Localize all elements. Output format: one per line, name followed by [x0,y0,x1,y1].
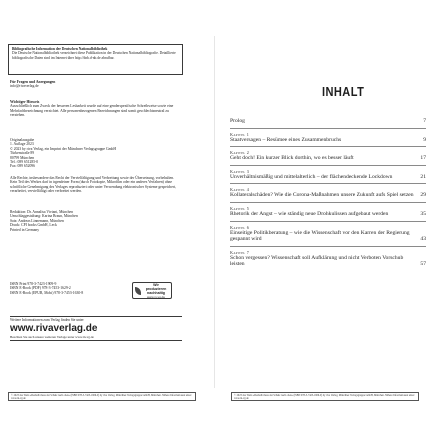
toc-chapter-label: Kapitel 1 [230,131,250,137]
isbn-line: ISBN E-Book (EPUB, Mobi) 978-3-7453-1630-8 [10,290,84,295]
toc-entry[interactable] [230,118,426,125]
copyright-band-right: © 2023 des Titels »Deshalb muss der Schulz nach oben« (ISBN 978-3-7423-1909-9) by riva Verlag, Münchner Verlagsgruppe GmbH, München. Nähere Informationen unter: www.m-vg.de [231,392,419,401]
toc-chapter-label: Kapitel 5 [230,205,250,211]
toc-entry[interactable] [230,206,426,218]
notice-text: Ausschließlich zum Zweck der besseren Lesbarkeit wurde auf eine genderspezifische Schreibweise sowie eine Mehrfachbezeichnung verzichtet. Alle personenbezogenen Bezeichnungen sind somit geschlechtsneutral zu verstehen. [10,104,174,118]
credit-line: Satz: Andreas Linnemann, München [10,218,64,223]
edition-line: Türkenstraße 89 [10,151,35,156]
divider [230,165,426,166]
edition-line: Fax: 089 652096 [10,164,35,169]
isbn-block [10,282,128,295]
toc-entry[interactable] [230,169,426,181]
toc-entry-page: 29 [420,192,426,199]
toc-entry-title: Schon vergessen? Wissenschaft soll Aufklärung und nicht Verboten Vorschub leisten [230,254,404,268]
isbn-line: ISBN Print 978-3-7423-1909-9 [10,282,57,286]
toc-entry-title: Einseitige Politikberatung – wie die Wissenschaft vor den Karren der Regierung gespannt wird [230,229,410,243]
contents-heading: INHALT [322,84,365,99]
isbn-line: ISBN E-Book (PDF) 978-3-7453-1629-2 [10,286,71,291]
toc-entry[interactable] [230,187,426,199]
publisher-web-block [10,316,182,341]
contents-page [222,36,428,388]
divider [230,246,426,247]
publisher-web-footnote: Beachten Sie auch unsere weiteren Verlage unter www.m-vg.de [10,335,94,339]
toc-entry-page: 57 [420,261,426,268]
credit-line: Umschlaggestaltung: Karina Braun, München [10,214,78,219]
toc-entry-page: 9 [423,136,426,143]
edition-block [10,138,182,169]
toc-entry[interactable] [230,150,426,162]
contact-block [10,80,182,89]
notice-block [10,100,182,118]
edition-line: Tel.: 089 651285-0 [10,160,39,165]
toc-entry[interactable] [230,132,426,144]
toc-entry-title: Kollateralschäden? Wie die Corona-Maßnahmen unsere Zukunft aufs Spiel setzen [230,192,414,199]
edition-line: 80799 München [10,155,35,160]
toc-entry-title: Prolog [230,118,245,124]
contact-email: info@rivaverlag.de [10,84,39,89]
divider [230,146,426,147]
publisher-web-url[interactable]: www.rivaverlag.de [10,323,98,334]
toc-entry[interactable] [230,250,426,268]
imprint-page [0,36,206,388]
bibliographic-info-text: Die Deutsche Nationalbibliothek verzeichnet diese Publikation in der Deutschen Nationalbibliografie. Detaillierte bibliografische Daten sind im Internet über http://dnb.d-nb.de abrufbar. [12,51,176,60]
sustainability-badge [132,282,172,299]
credit-line: Printed in Germany [10,227,40,232]
toc-entry-title: Rhetorik der Angst – wie ständig neue Drohkulissen aufgebaut werden [230,210,389,217]
toc-chapter-label: Kapitel 2 [230,150,250,156]
copyright-band-left: © 2023 des Titels »Deshalb muss der Schulz nach oben« (ISBN 978-3-7423-1909-9) by riva Verlag, Münchner Verlagsgruppe GmbH, München. Nähere Informationen unter: www.m-vg.de [8,392,196,401]
toc-entry-page: 17 [420,155,426,162]
credits-block [10,210,182,232]
table-of-contents [230,118,426,268]
toc-entry[interactable] [230,225,426,243]
rights-text: Alle Rechte, insbesondere das Recht der Vervielfältigung und Verbreitung sowie der Übersetzung, vorbehalten. Kein Teil des Werkes darf in irgendeiner Form (durch Fotokopie, Mikrofilm oder ein anderes Verfahren) ohne schriftliche Genehmigung des Verlages reproduziert oder unter Verwendung elektronischer Systeme gespeichert, verarbeitet, vervielfältigt oder verbreitet werden. [10,176,177,194]
toc-chapter-label: Kapitel 3 [230,168,250,174]
divider [230,183,426,184]
contact-label: Für Fragen und Anregungen [10,80,56,84]
credit-line: Druck: CPI books GmbH, Leck [10,223,57,228]
toc-entry-page: 21 [420,173,426,180]
divider [230,128,426,129]
notice-title: Wichtiger Hinweis [10,100,40,104]
bibliographic-info-title: Bibliografische Information der Deutschen Nationalbibliothek [12,47,108,51]
toc-entry-page: 7 [423,118,426,124]
edition-line: © 2023 by riva Verlag, ein Imprint der Münchner Verlagsgruppe GmbH [10,146,116,151]
toc-chapter-label: Kapitel 4 [230,187,250,193]
toc-entry-title: Staatversagen – Resümee eines Zusammenbruchs [230,136,342,143]
book-spine [214,36,215,388]
toc-chapter-label: Kapitel 7 [230,249,250,255]
bibliographic-info-box [8,44,183,75]
edition-line: 1. Auflage 2023 [10,142,34,147]
toc-entry-title: Unverhältnismäßig und mittelalterlich – der flächendeckende Lockdown [230,173,393,180]
leaf-icon [135,287,141,295]
sustainability-badge-title: Wir produzieren nachhaltig [145,282,167,295]
divider [230,221,426,222]
toc-entry-page: 43 [420,236,426,243]
credit-line: Redaktion: Dr. Annalisa Viviani, München [10,210,74,214]
sustainability-badge-url: www.m-vg.de [146,294,165,299]
toc-chapter-label: Kapitel 6 [230,224,250,230]
toc-entry-page: 35 [420,210,426,217]
publisher-web-label: Weitere Informationen zum Verlag finden Sie unter [10,318,84,322]
rights-block [10,176,182,194]
divider [10,340,182,341]
edition-line: Originalausgabe [10,138,35,142]
divider [230,202,426,203]
toc-entry-title: Geht doch! Ein kurzer Blick dorthin, wo es besser läuft [230,155,354,162]
